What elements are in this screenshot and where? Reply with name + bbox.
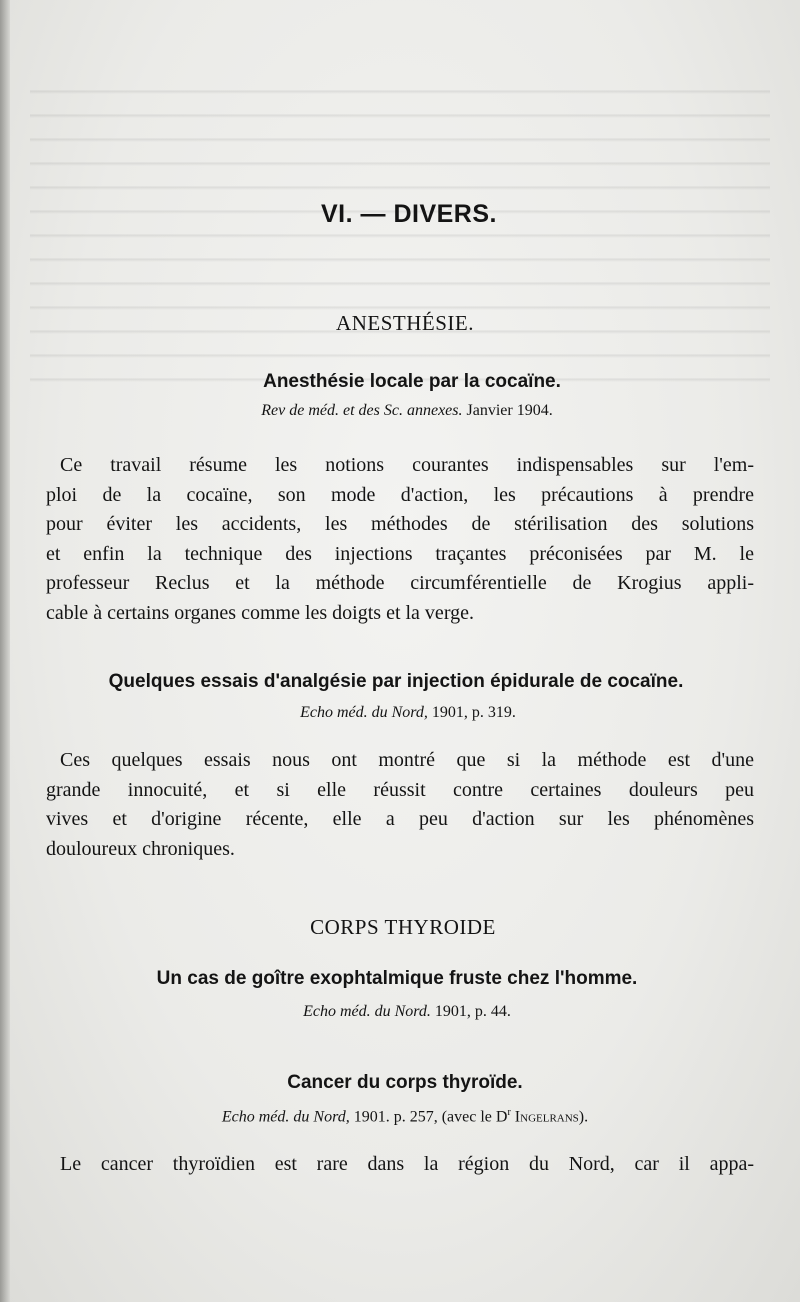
source-end: ). — [578, 1108, 589, 1126]
source-superscript: r — [507, 1107, 511, 1118]
paragraph-line: ploi de la cocaïne, son mode d'action, les précautions à prendre — [46, 483, 754, 506]
paragraph-line: professeur Reclus et la méthode circumférentielle de Krogius appli- — [46, 572, 754, 594]
source-journal: Rev de méd. et des Sc. annexes. — [261, 402, 463, 419]
paragraph-line: Ce travail résume les notions courantes indispensables sur l'em- — [60, 454, 754, 476]
article-title: Un cas de goître exophtalmique fruste chez l'homme. — [156, 968, 638, 989]
paragraph-line: vives et d'origine récente, elle a peu d'action sur les phénomènes — [46, 808, 754, 830]
paragraph-line: Ces quelques essais nous ont montré que si la méthode est d'une — [60, 749, 754, 771]
paragraph-line: cable à certains organes comme les doigts et la verge. — [46, 601, 474, 624]
source-date: Janvier 1904. — [466, 402, 553, 419]
source-date: 1901. p. 257, (avec le D — [353, 1108, 508, 1126]
article-paragraph — [46, 451, 754, 628]
source-journal: Echo méd. du Nord. — [303, 1003, 431, 1020]
source-date: 1901, p. 319. — [431, 704, 516, 721]
article-source — [0, 1003, 800, 1021]
paragraph-line: et enfin la technique des injections traçantes préconisées par M. le — [46, 542, 754, 565]
paragraph-line: grande innocuité, et si elle réussit contre certaines douleurs peu — [46, 778, 754, 801]
section-title: VI. — DIVERS. — [321, 200, 497, 228]
section-heading-anesthesie: ANESTHÉSIE. — [336, 311, 474, 335]
article-paragraph — [46, 746, 754, 864]
paragraph-line: douloureux chroniques. — [46, 837, 235, 860]
source-journal: Echo méd. du Nord, — [300, 704, 428, 721]
article-source — [0, 704, 800, 722]
section-heading-corps-thyroide: CORPS THYROIDE — [310, 915, 496, 939]
article-source — [0, 1107, 800, 1126]
article-title: Cancer du corps thyroïde. — [287, 1072, 523, 1093]
paragraph-line: pour éviter les accidents, les méthodes de stérilisation des solutions — [46, 513, 754, 535]
show-through-texture — [30, 70, 770, 400]
article-title: Anesthésie locale par la cocaïne. — [263, 371, 561, 392]
article-title: Quelques essais d'analgésie par injection épidurale de cocaïne. — [108, 671, 684, 692]
article-paragraph — [46, 1150, 754, 1180]
paragraph-line: Le cancer thyroïdien est rare dans la région du Nord, car il appa- — [60, 1153, 754, 1175]
source-date: 1901, p. 44. — [434, 1003, 511, 1020]
article-source — [0, 402, 800, 420]
source-coauthor: Ingelrans — [514, 1108, 579, 1126]
source-journal: Echo méd. du Nord, — [221, 1108, 350, 1126]
